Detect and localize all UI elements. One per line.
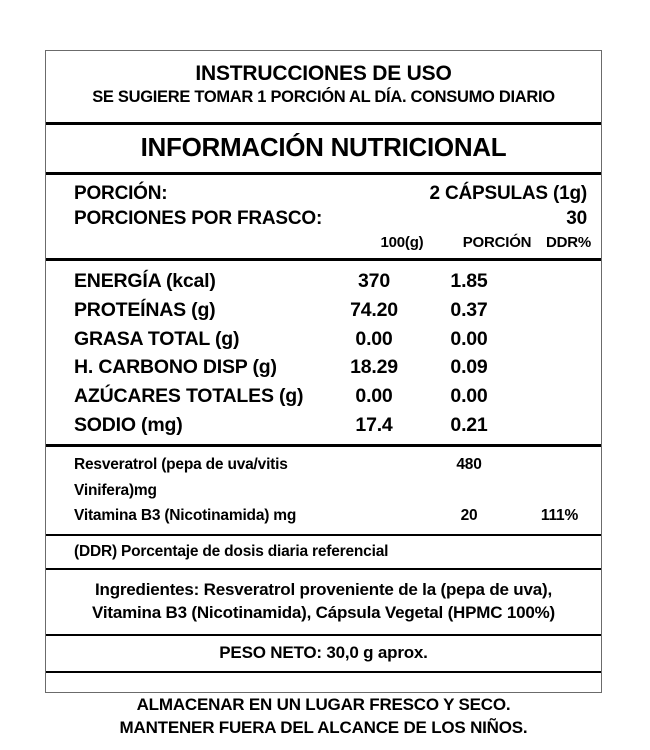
serving-portion-row bbox=[74, 181, 587, 206]
instructions-detail: SE SUGIERE TOMAR 1 PORCIÓN AL DÍA. CONSUMO DIARIO bbox=[92, 87, 555, 106]
nutrient-name: SODIO (mg) bbox=[74, 413, 183, 436]
column-header-per-portion: PORCIÓN bbox=[462, 234, 532, 252]
micronutrient-per-portion: 480 bbox=[456, 456, 482, 474]
nutrient-per-portion: 0.37 bbox=[450, 299, 488, 322]
nutrient-name: PROTEÍNAS (g) bbox=[74, 299, 216, 322]
ddr-footnote: (DDR) Porcentaje de dosis diaria referencial bbox=[46, 536, 601, 570]
table-row bbox=[46, 325, 601, 354]
serving-info-block bbox=[46, 175, 601, 262]
nutrient-per-100g: 370 bbox=[358, 270, 390, 293]
micronutrient-rows-block bbox=[46, 447, 601, 535]
micronutrient-name: Resveratrol (pepa de uva/vitis Vinifera)mg bbox=[74, 456, 288, 499]
column-header-ddr: DDR% bbox=[546, 234, 592, 252]
nutrient-rows-block bbox=[46, 261, 601, 447]
ingredients-line-1: Ingredientes: Resveratrol proveniente de la (pepa de uva), bbox=[95, 579, 552, 599]
nutrient-name: GRASA TOTAL (g) bbox=[74, 327, 240, 350]
nutrition-label-panel bbox=[45, 50, 602, 738]
ingredients-block bbox=[46, 570, 601, 636]
instructions-heading: INSTRUCCIONES DE USO bbox=[195, 62, 452, 85]
servings-per-container-row bbox=[74, 206, 587, 231]
nutrient-per-portion: 1.85 bbox=[450, 270, 488, 293]
table-row bbox=[46, 296, 601, 325]
nutrient-name: H. CARBONO DISP (g) bbox=[74, 356, 277, 379]
panel-title: INFORMACIÓN NUTRICIONAL bbox=[46, 125, 601, 175]
storage-instructions-block bbox=[46, 673, 601, 750]
nutrient-per-100g: 18.29 bbox=[350, 356, 398, 379]
servings-per-container-value: 30 bbox=[566, 208, 587, 230]
table-row bbox=[46, 353, 601, 382]
instructions-block bbox=[46, 51, 601, 125]
column-header-per-100g: 100(g) bbox=[380, 234, 424, 252]
nutrient-per-portion: 0.00 bbox=[450, 385, 488, 408]
column-header-row bbox=[74, 231, 592, 255]
nutrient-per-portion: 0.21 bbox=[450, 413, 488, 436]
nutrient-per-100g: 74.20 bbox=[350, 299, 398, 322]
table-row bbox=[46, 411, 601, 440]
net-weight: PESO NETO: 30,0 g aprox. bbox=[46, 636, 601, 673]
ingredients-line-2: Vitamina B3 (Nicotinamida), Cápsula Vegetal (HPMC 100%) bbox=[92, 603, 555, 623]
table-row bbox=[46, 503, 601, 528]
nutrient-per-portion: 0.09 bbox=[450, 356, 488, 379]
nutrient-per-100g: 0.00 bbox=[355, 327, 393, 350]
nutrient-per-100g: 17.4 bbox=[355, 413, 393, 436]
serving-portion-label: PORCIÓN: bbox=[74, 182, 168, 204]
storage-line-1: ALMACENAR EN UN LUGAR FRESCO Y SECO. bbox=[136, 694, 511, 714]
nutrient-per-100g: 0.00 bbox=[355, 385, 393, 408]
table-row bbox=[46, 382, 601, 411]
storage-line-2: MANTENER FUERA DEL ALCANCE DE LOS NIÑOS. bbox=[119, 718, 528, 738]
nutrient-per-portion: 0.00 bbox=[450, 327, 488, 350]
nutrient-name: ENERGÍA (kcal) bbox=[74, 270, 216, 293]
micronutrient-ddr: 111% bbox=[540, 506, 579, 524]
servings-per-container-label: PORCIONES POR FRASCO: bbox=[74, 208, 323, 230]
table-row bbox=[46, 267, 601, 296]
micronutrient-per-portion: 20 bbox=[460, 506, 478, 524]
micronutrient-name: Vitamina B3 (Nicotinamida) mg bbox=[74, 506, 297, 524]
nutrient-name: AZÚCARES TOTALES (g) bbox=[74, 385, 304, 408]
table-row bbox=[46, 452, 601, 502]
serving-portion-value: 2 CÁPSULAS (1g) bbox=[429, 182, 587, 204]
